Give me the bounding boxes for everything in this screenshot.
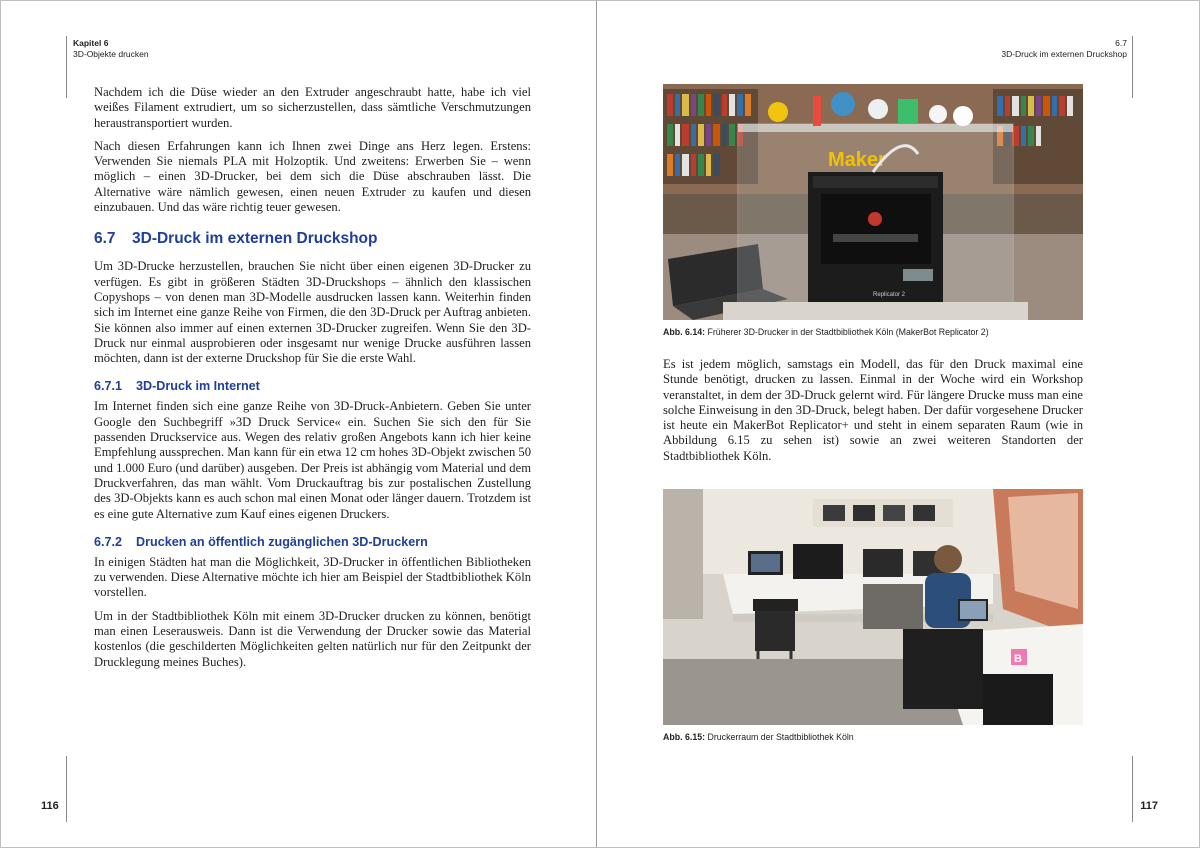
right-running-head	[1001, 38, 1127, 60]
chapter-title: 3D-Objekte drucken	[73, 49, 149, 59]
paragraph: In einigen Städten hat man die Möglichkeit, 3D-Drucker in öffentlichen Bibliotheken zu verwenden. Diese Alternative möchte ich hier am Beispiel der Stadtbibliothek Köln vorstellen.	[94, 554, 531, 600]
photo-illustration	[663, 489, 1083, 725]
page-number-left: 116	[41, 800, 59, 812]
header-rule-left	[66, 36, 67, 98]
figure-label: Abb. 6.15:	[663, 732, 706, 742]
page-number-right: 117	[1140, 800, 1158, 812]
paragraph: Um in der Stadtbibliothek Köln mit einem 3D-Drucker drucken zu können, benötigt man einen Leserausweis. Dann ist die Verwendung der Drucker sowie das Material kostenlos (die geschilderten Möglichkeiten gelten natürlich nur für den Zeitpunkt der Drucklegung meines Buches).	[94, 608, 531, 669]
right-page	[597, 0, 1200, 848]
section-heading	[94, 230, 531, 248]
subsection-number: 6.7.2	[94, 534, 123, 549]
subsection-number: 6.7.1	[94, 379, 123, 394]
figure-6-15	[663, 489, 1083, 743]
footer-rule-right	[1132, 756, 1133, 822]
figure-caption	[663, 732, 1083, 743]
paragraph: Nachdem ich die Düse wieder an den Extruder angeschraubt hatte, habe ich viel weißes Filament extrudiert, um so sicherzustellen, dass sämtliche Verschmutzungen heraustransportiert wurden.	[94, 85, 531, 130]
subsection-title: 3D-Druck im Internet	[136, 379, 260, 394]
section-title-label: 3D-Druck im externen Druckshop	[1001, 49, 1127, 59]
paragraph: Nach diesen Erfahrungen kann ich Ihnen zwei Dinge ans Herz legen. Erstens: Verwenden Sie niemals PLA mit Holzoptik. Und zweitens: Erwerben Sie – wenn möglich – einen 3D-Drucker, bei dem sich die Düse abschrauben lässt. Die Alternative wäre nämlich gewesen, einen neuen Extruder zu kaufen und diesen einzubauen. Und das wäre richtig teuer gewesen.	[94, 138, 531, 215]
subsection-heading	[94, 379, 531, 393]
paragraph: Es ist jedem möglich, samstags ein Modell, das für den Druck maximal eine Stunde benötigt, drucken zu lassen. Einmal in der Woche wird ein Workshop veranstaltet, in dem der 3D-Druck gelernt wird. Für längere Drucke muss man eine solche Einweisung in den 3D-Druck, belegt haben. Der dafür vorgesehene Drucker ist heute ein MakerBot Replicator+ und steht in einem separaten Raum (wie in Abbildung 6.15 zu sehen ist) sowie an zwei weiteren Standorten der Stadtbibliothek Köln.	[663, 357, 1083, 463]
figure-label: Abb. 6.14:	[663, 327, 706, 337]
maker-sign-text: Maker	[828, 149, 886, 171]
section-number: 6.7	[94, 230, 116, 248]
photo-printer-room	[663, 489, 1083, 725]
paragraph: Im Internet finden sich eine ganze Reihe von 3D-Druck-Anbietern. Geben Sie unter Google den Suchbegriff »3D Druck Service« ein. Suchen Sie sich den für Sie passenden Druckservice aus. Wegen des relativ großen Angebots kann ich hier keine Empfehlung aussprechen. Man kann für ein etwa 12 cm hohes 3D-Objekt zwischen 50 und 1.000 Euro (und darüber) ausgeben. Der Preis ist abhängig vom Material und dem Druckverfahren, das man wählt. Vom Druckauftrag bis zur postalischen Zustellung des 3D-Objekts kann es auch schon mal einen Monat oder länger dauern. Trotzdem ist es eine gute Alternative zum Kauf eines eigenen Druckers.	[94, 399, 531, 521]
section-number-label: 6.7	[1115, 38, 1127, 48]
room-sign-text: B	[1014, 653, 1022, 665]
header-rule-right	[1132, 36, 1133, 98]
left-running-head	[73, 38, 149, 60]
figure-6-14	[663, 84, 1083, 338]
photo-printer-display-case	[663, 84, 1083, 320]
figure-caption-text: Druckerraum der Stadtbibliothek Köln	[707, 732, 854, 742]
subsection-heading	[94, 535, 531, 549]
figure-caption	[663, 327, 1083, 338]
section-title: 3D-Druck im externen Druckshop	[132, 230, 378, 248]
footer-rule-left	[66, 756, 67, 822]
left-page	[0, 0, 597, 848]
right-text-column	[663, 357, 1083, 472]
subsection-title: Drucken an öffentlich zugänglichen 3D-Druckern	[136, 534, 428, 549]
left-text-column	[94, 85, 531, 678]
photo-illustration	[663, 84, 1083, 320]
printer-model-text: Replicator 2	[873, 292, 906, 298]
paragraph: Um 3D-Drucke herzustellen, brauchen Sie nicht über einen eigenen 3D-Drucker zu verfügen. Es gibt in größeren Städten 3D-Druckshops – ähnlich den klassischen Copyshops – von denen man 3D-Modelle ausdrucken lassen kann. Weiterhin finden sich im Internet eine ganze Reihe von Firmen, die den 3D-Druck per Auftrag anbieten. Sie können also immer auf einen externen 3D-Drucker zugreifen. Wenn Sie den 3D-Druck nur einmal ausprobieren oder insgesamt nur wenige Drucke ausführen lassen möchten, dann ist der externe Druckshop für Sie die erste Wahl.	[94, 259, 531, 366]
chapter-label: Kapitel 6	[73, 38, 109, 48]
figure-caption-text: Früherer 3D-Drucker in der Stadtbibliothek Köln (MakerBot Replicator 2)	[707, 327, 989, 337]
